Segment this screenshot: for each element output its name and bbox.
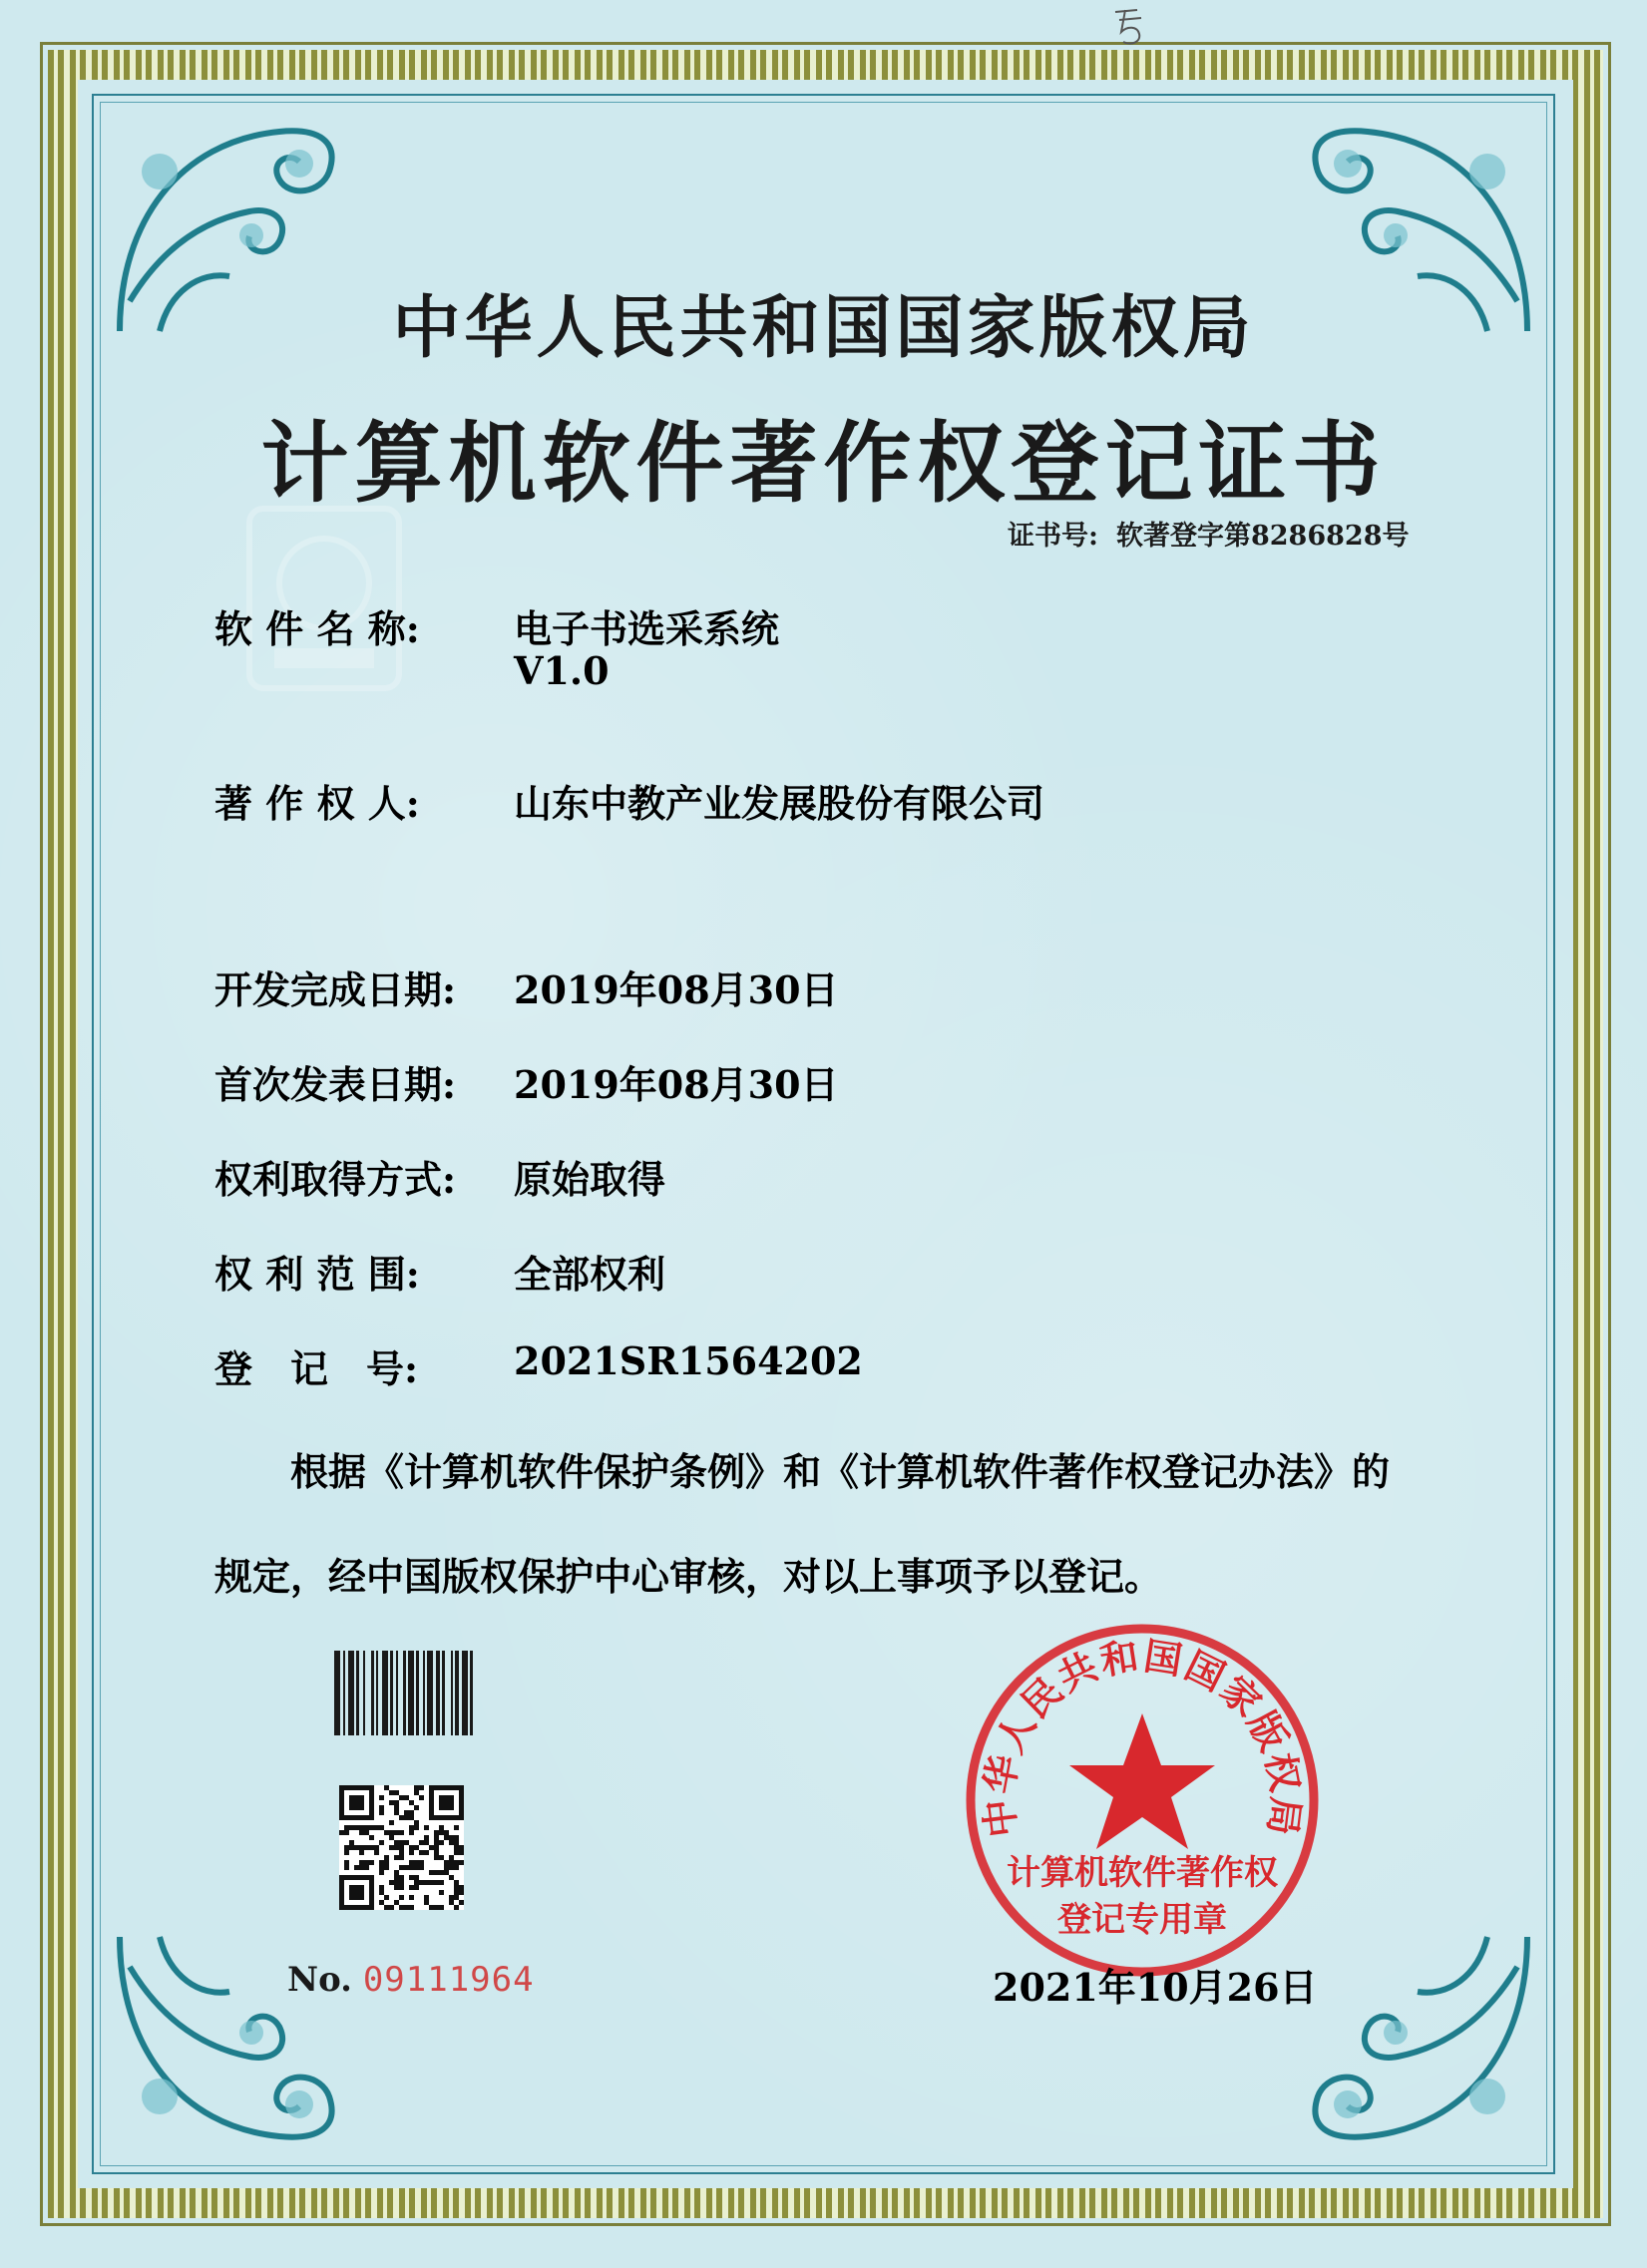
field-label: 权 利 范 围: [214,1252,420,1297]
statement-line-1: 根据《计算机软件保护条例》和《计算机软件著作权登记办法》的 [290,1449,1391,1494]
field-software-name [214,598,780,693]
corner-ornament-icon [1298,1917,1547,2166]
field-value: 2019年08月30日 [514,967,839,1012]
seal-line-1: 计算机软件著作权 [1007,1853,1278,1893]
field-value: 山东中教产业发展股份有限公司 [514,781,1045,826]
field-value: 2021SR1564202 [514,1338,863,1383]
field-value: 电子书选采系统 [514,606,780,651]
issuer-title: 中华人民共和国国家版权局 [392,288,1255,368]
field-value: 原始取得 [514,1157,666,1202]
field-dev-date [214,959,839,1014]
certificate-number-label: 证书号: [1008,521,1098,552]
barcode-icon [334,1651,564,1735]
field-owner [214,773,1045,828]
statement-line-2: 规定，经中国版权保护中心审核，对以上事项予以登记。 [214,1554,1163,1599]
serial-number [287,1960,535,2000]
corner-ornament-icon [100,1917,349,2166]
certificate-number-value: 软著登字第8286828号 [1115,521,1410,552]
field-label: 开发完成日期: [214,967,457,1012]
field-pub-date [214,1054,839,1109]
field-value: 2019年08月30日 [514,1062,839,1107]
serial-value: 09111964 [362,1960,535,2000]
seal-line-2: 登记专用章 [1057,1900,1227,1940]
field-value-version: V1.0 [514,648,610,693]
field-label: 登 记 号: [214,1346,419,1391]
seal-ring-text: 中华人民共和国国家版权局 [975,1633,1310,1840]
serial-prefix: No. [287,1960,352,2000]
qr-code-icon [339,1785,464,1910]
field-acquire [214,1149,666,1204]
field-label: 著 作 权 人: [214,781,420,826]
field-label: 软 件 名 称: [214,606,420,651]
field-value: 全部权利 [514,1252,666,1297]
handwritten-mark-icon [1107,2,1157,52]
field-label: 权利取得方式: [214,1157,457,1202]
field-scope [214,1244,666,1299]
field-reg-no [214,1338,863,1393]
field-label: 首次发表日期: [214,1062,457,1107]
certificate-title: 计算机软件著作权登记证书 [260,411,1387,515]
issue-date: 2021年10月26日 [993,1965,1318,2010]
certificate-number [1008,514,1409,553]
